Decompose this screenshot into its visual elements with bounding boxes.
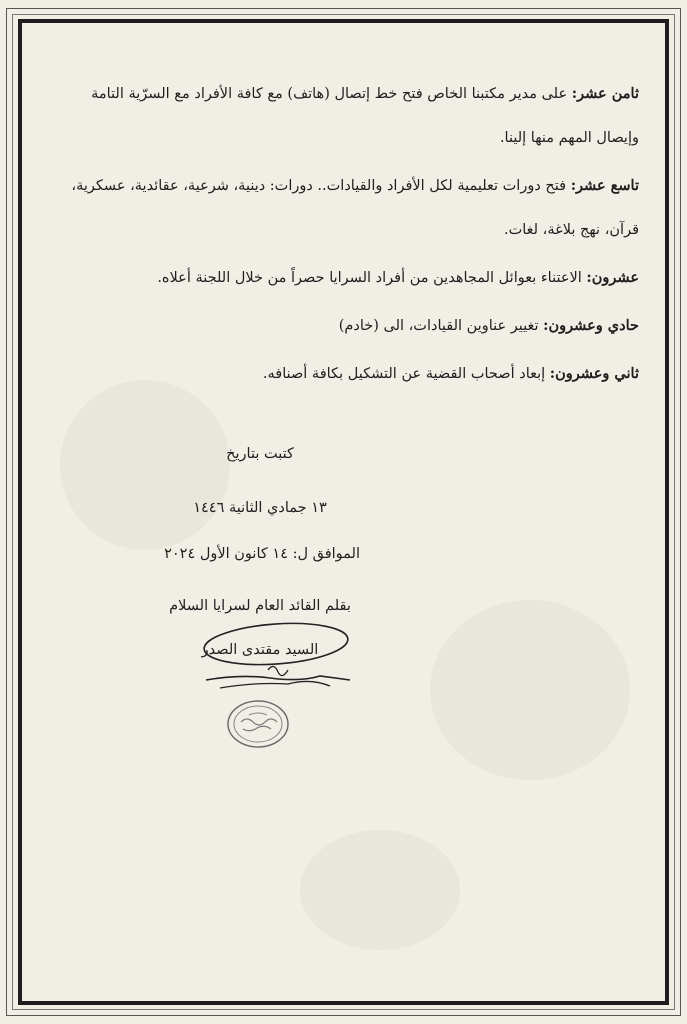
item-19 [60, 164, 639, 252]
item-text: إبعاد أصحاب القضية عن التشكيل بكافة أصنافه. [262, 366, 550, 382]
item-text: فتح دورات تعليمية لكل الأفراد والقيادات.. دورات: دينية، شرعية، عقائدية، عسكرية، قرآن، نهج بلاغة، لغات. [71, 178, 639, 238]
item-22 [60, 352, 639, 396]
decree-items [60, 72, 639, 400]
item-text: تغيير عناوين القيادات، الى (خادم) [338, 318, 544, 334]
item-label: عشرون: [586, 269, 639, 286]
item-label: حادي وعشرون: [543, 317, 639, 334]
item-label: ثاني وعشرون: [549, 365, 639, 382]
item-label: ثامن عشر: [571, 85, 639, 102]
item-label: تاسع عشر: [570, 177, 639, 194]
signatory-office: بقلم القائد العام لسرايا السلام [169, 598, 351, 614]
official-seal-icon [225, 698, 291, 750]
written-on-label: كتبت بتاريخ [226, 446, 294, 462]
item-18 [60, 72, 639, 160]
handwritten-signature-icon [200, 618, 360, 698]
item-20 [60, 256, 639, 300]
gregorian-date: الموافق ل: ١٤ كانون الأول ٢٠٢٤ [164, 546, 360, 562]
signatory-name: السيد مقتدى الصدر [201, 642, 319, 658]
item-text: على مدير مكتبنا الخاص فتح خط إتصال (هاتف) مع كافة الأفراد مع السرّية التامة وإيصال المهم منها إلينا. [91, 86, 639, 146]
hijri-date: ١٣ جمادي الثانية ١٤٤٦ [193, 500, 327, 516]
item-21 [60, 304, 639, 348]
item-text: الاعتناء بعوائل المجاهدين من أفراد السرايا حصراً من خلال اللجنة أعلاه. [157, 270, 587, 286]
